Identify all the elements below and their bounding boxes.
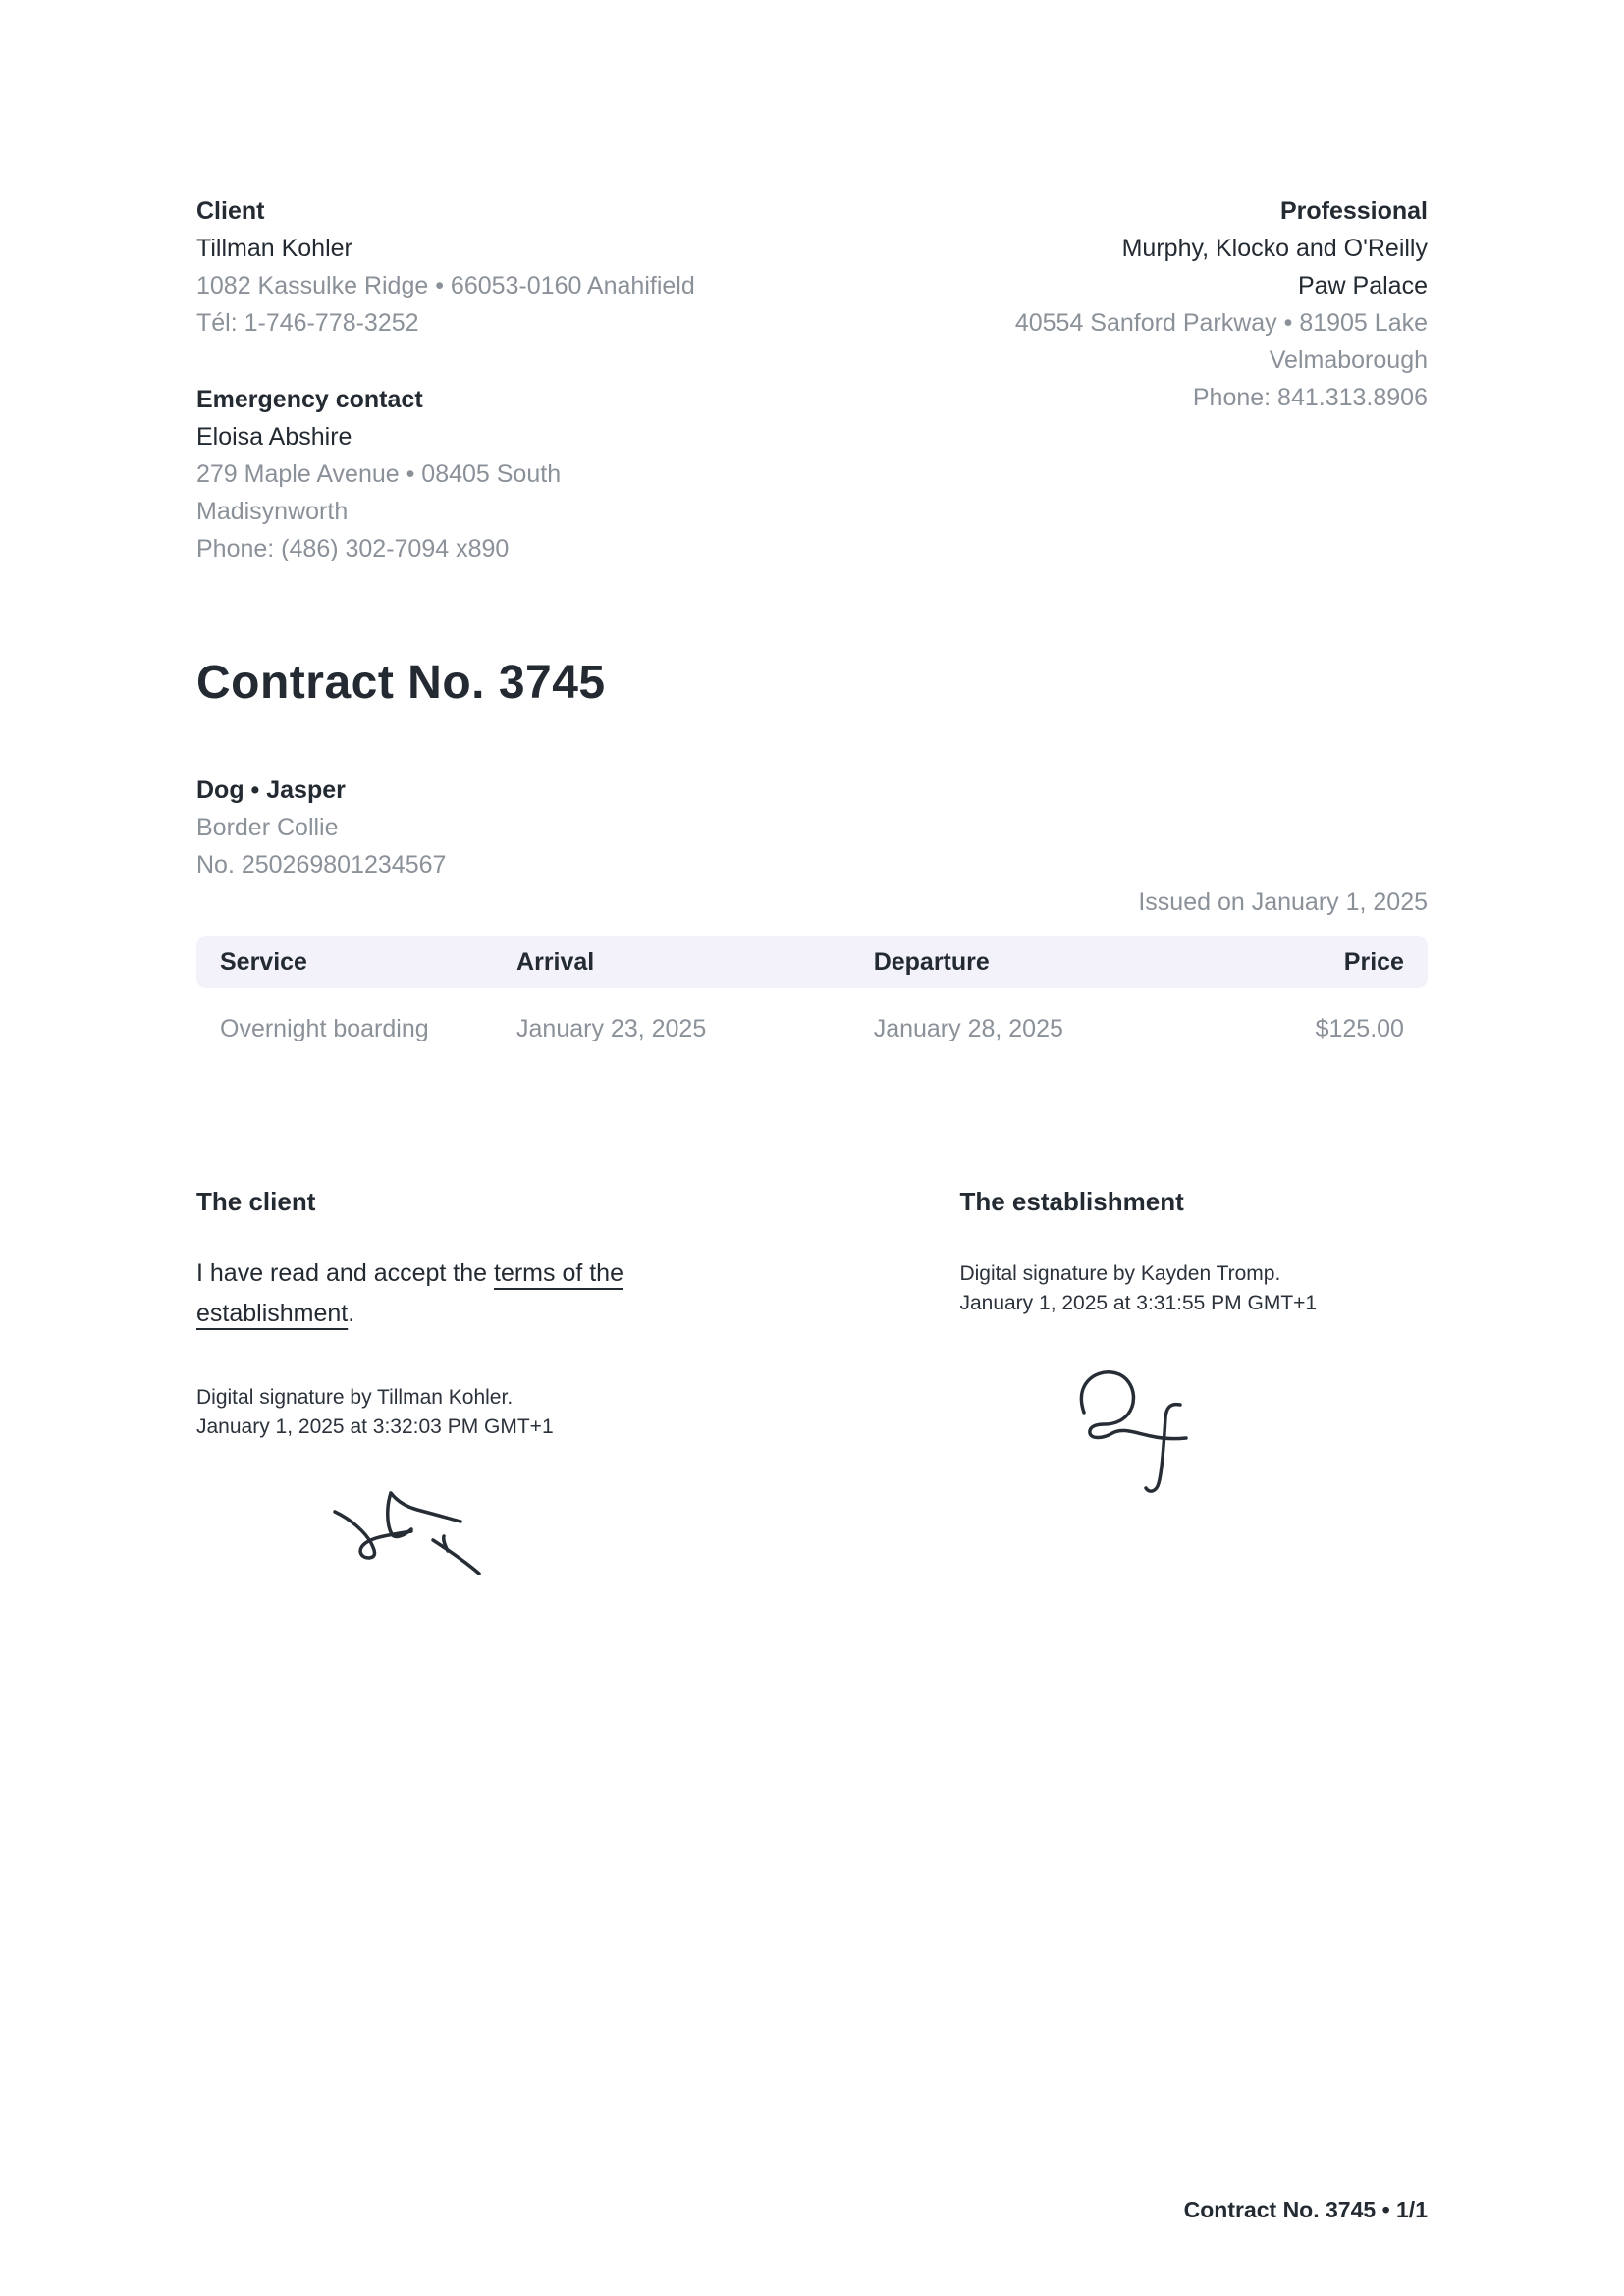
client-signed-by: Digital signature by Tillman Kohler. bbox=[196, 1386, 514, 1409]
services-table-header bbox=[196, 936, 1428, 988]
client-signature-column bbox=[196, 1183, 959, 1656]
client-column bbox=[196, 192, 886, 567]
establishment-signature-image bbox=[1028, 1338, 1323, 1554]
professional-column bbox=[886, 192, 1428, 567]
professional-label: Professional bbox=[1279, 197, 1428, 225]
client-label: Client bbox=[196, 197, 265, 225]
terms-of-establishment-link[interactable]: terms of the establishment bbox=[196, 1259, 623, 1327]
client-address: 1082 Kassulke Ridge • 66053-0160 Anahifield bbox=[196, 272, 695, 299]
cell-service: Overnight boarding bbox=[220, 1015, 429, 1042]
cell-price: $125.00 bbox=[1315, 1015, 1404, 1042]
emergency-label: Emergency contact bbox=[196, 386, 423, 413]
professional-phone: Phone: 841.313.8906 bbox=[1192, 384, 1428, 411]
establishment-signed-at: January 1, 2025 at 3:31:55 PM GMT+1 bbox=[959, 1292, 1318, 1314]
establishment-signature-meta bbox=[959, 1259, 1428, 1318]
pet-title: Dog • Jasper bbox=[196, 776, 346, 804]
emergency-address-line2: Madisynworth bbox=[196, 498, 349, 525]
emergency-address-line1: 279 Maple Avenue • 08405 South bbox=[196, 460, 562, 488]
client-signature-meta bbox=[196, 1383, 959, 1442]
client-signature-heading: The client bbox=[196, 1187, 316, 1216]
pet-block bbox=[196, 772, 1428, 883]
emergency-phone: Phone: (486) 302-7094 x890 bbox=[196, 535, 510, 562]
professional-address-line1: 40554 Sanford Parkway • 81905 Lake bbox=[1014, 309, 1428, 337]
establishment-signed-by: Digital signature by Kayden Tromp. bbox=[959, 1262, 1281, 1285]
client-phone: Tél: 1-746-778-3252 bbox=[196, 309, 419, 337]
signatures-section bbox=[196, 1183, 1428, 1656]
professional-block bbox=[886, 192, 1428, 416]
header-arrival: Arrival bbox=[516, 947, 595, 976]
client-block bbox=[196, 192, 886, 342]
client-signed-at: January 1, 2025 at 3:32:03 PM GMT+1 bbox=[196, 1415, 554, 1438]
header-service: Service bbox=[220, 947, 307, 976]
pet-breed: Border Collie bbox=[196, 814, 339, 841]
services-table bbox=[196, 936, 1428, 1073]
professional-name: Paw Palace bbox=[1297, 272, 1428, 299]
issued-date: Issued on January 1, 2025 bbox=[1138, 888, 1428, 916]
table-row bbox=[196, 988, 1428, 1073]
pet-number: No. 250269801234567 bbox=[196, 851, 447, 879]
contract-title: Contract No. 3745 bbox=[196, 657, 606, 709]
cell-departure: January 28, 2025 bbox=[873, 1015, 1063, 1042]
establishment-signature-column bbox=[959, 1183, 1428, 1656]
client-name: Tillman Kohler bbox=[196, 235, 352, 262]
professional-company: Murphy, Klocko and O'Reilly bbox=[1121, 235, 1428, 262]
header-price: Price bbox=[1343, 947, 1404, 976]
cell-arrival: January 23, 2025 bbox=[516, 1015, 707, 1042]
terms-acceptance-text bbox=[196, 1254, 648, 1334]
emergency-contact-block bbox=[196, 381, 886, 567]
terms-acceptance-prefix: I have read and accept the bbox=[196, 1259, 494, 1287]
page-footer: Contract No. 3745 • 1/1 bbox=[1183, 2197, 1428, 2222]
professional-address-line2: Velmaborough bbox=[1269, 347, 1428, 374]
terms-acceptance-suffix: . bbox=[348, 1300, 355, 1327]
header-departure: Departure bbox=[873, 947, 990, 976]
emergency-name: Eloisa Abshire bbox=[196, 423, 352, 451]
client-signature-image bbox=[283, 1460, 577, 1656]
parties-header bbox=[196, 0, 1428, 567]
establishment-signature-heading: The establishment bbox=[959, 1187, 1184, 1216]
